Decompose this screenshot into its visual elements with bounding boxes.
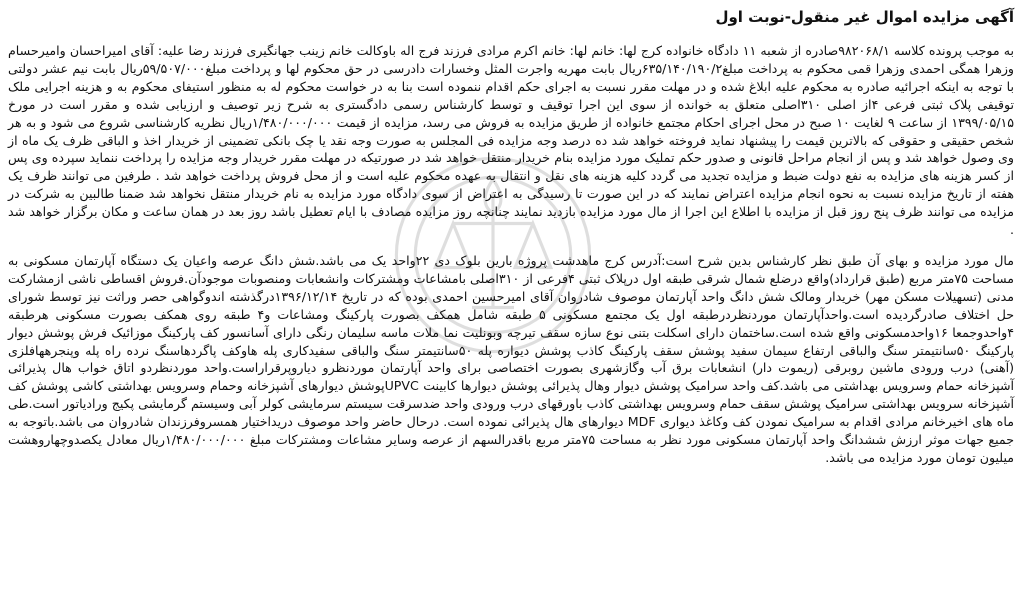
- header: [10, 8, 1014, 26]
- notice-paragraph-1: به موجب پرونده کلاسه ۹۸۲۰۶۸/۱صادره از شعبه ۱۱ دادگاه خانواده کرج لها: خانم لها: خانم اکرم مرادی فرزند فرج اله باوکالت خانم زینب جهانگیری فرزند رضا علیه: آقای امیراحسان وامیرحسام وزهرا همگی احمدی وزهرا قمی محکوم به پرداخت مبلغ۶۳۵/۱۴۰/۱۹۰/۲ریال بابت مهریه واجرت المثل وخسارات دادرسی در حق محکوم لها و پرداخت مبلغ۵۹/۵۰۷/۰۰۰ریال بابت نیم عشر دولتی با توجه به اینکه اجرائیه صادره به محکوم علیه ابلاغ شده و در مهلت مقرر نسبت به اجرای حکم اقدام ننموده است بنا به در خواست محکوم له به منظور استیفای محکوم به و هزینه اجرایی ملک توقیفی پلاک ثبتی فرعی ۴از اصلی ۳۱۰اصلی متعلق به خوانده از سوی این اجرا توقیف و توسط کارشناس رسمی دادگستری به شرح زیر توصیف و ارزیابی شده و مقرر است در مورخ ۱۳۹۹/۰۵/۱۵ از ساعت ۹ لغایت ۱۰ صبح در محل اجرای احکام مجتمع خانواده از طریق مزایده به فروش می رسد، مزایده از قیمت ۱/۴۸۰/۰۰۰/۰۰۰ریال نظریه کارشناسی شروع می شود و به هر شخص حقیقی و حقوقی که بالاترین قیمت را پیشنهاد نماید فروخته خواهد شد ده درصد وجه مزایده فی المجلس به صورت وجه نقد یا چک بانکی تضمینی از خریدار اخذ و الباقی ظرف یک ماه از وی وصول خواهد شد و پس از انجام مراحل قانونی و صدور حکم تملیک مورد مزایده بنام خریدار منتقل خواهد شد در صورتیکه در مهلت مقرر خریدار وجه مزایده را پرداخت ننماید سپرده وی پس از کسر هزینه های مزایده به نفع دولت ضبط و مزایده تجدید می گردد کلیه هزینه های نقل و انتقال به عهده محکوم علیه است و از محل فروش پرداخت خواهد شد . طرفین می توانند ظرف یک هفته از تاریخ مزایده نسبت به نحوه انجام مزایده اعتراض نمایند که در این صورت تا رسیدگی به اعتراض از سوی دادگاه مورد مزایده به نام خریدار منتقل نخواهد شد ضمنا طالبین به شرکت در مزایده می توانند ظرف پنج روز قبل از مزایده با اطلاع این اجرا از مال مورد مزایده بازدید نمایند چنانچه روز مزایده مصادف با ایام تعطیل باشد روز بعد در همان ساعت و مکان برگزار خواهد شد .: [8, 43, 1014, 238]
- notice-title: آگهی مزایده اموال غیر منقول-نوبت اول: [715, 8, 1014, 26]
- notice-body: [8, 42, 1014, 467]
- notice-paragraph-2: مال مورد مزایده و بهای آن طبق نظر کارشناس بدین شرح است:آدرس کرج ماهدشت پروژه بارین بلوک دی ۲۲واحد یک می باشد.شش دانگ عرصه واعیان یک دستگاه آپارتمان مسکونی به مساحت ۷۵متر مربع (طبق قرارداد)واقع درضلع شمال شرقی طبقه اول درپلاک ثبتی ۴فرعی از ۳۱۰اصلی بامشاعات ومشترکات وانشعابات ومنصوبات موجودآن.فروش اقساطی ناشی ازمشارکت مدنی (تسهیلات مسکن مهر) خریدار ومالک شش دانگ واحد آپارتمان موصوف شادروان آقای امیرحسین احمدی بوده که در تاریخ ۱۳۹۶/۱۲/۱۴درگذشته اندوگواهی حصر وراثت نیز توسط شورای حل اختلاف صادرگردیده است.واحدآپارتمان موردنظردرطبقه اول یک مجتمع مسکونی ۵ طبقه شامل همکف بصورت پارکینگ ومشاعات و۴ طبقه روی همکف بصورت مسکونی هرطبقه ۴واحدوجمعا ۱۶واحدمسکونی واقع شده است.ساختمان دارای اسکلت بتنی نوع سازه سقف تیرچه وبونلیت نما ملات ماسه سلیمان رنگی دارای آسانسور کف پارکینگ موزائیک فرش پوشش دیوار پارکینگ ۵۰سانتیمتر سنگ والباقی ارتفاع سیمان سفید پوشش سقف پارکینگ کاذب پوشش دیواره پله ۵۰سانتیمتر سنگ والباقی سفیدکاری پله هاوکف پاگردهاسنگ نرده راه پله وپنجرههافلزی (آهنی) درب ورودی ماشین روبرقی (ریموت دار) انشعابات برق آب وگازشهری بصورت اختصاصی برای واحد آپارتمان موردنظرو دیاروپرقراراست.واحد موردنظردو اتاق خواب هال پذیرائی آشپزخانه حمام وسرویس بهداشتی می باشد.کف واحد سرامیک پوشش دیوار وهال پذیرائی پوشش دیوارها کابینت UPVCپوشش دیوارهای آشپزخانه وحمام وسرویس بهداشتی کاشی پوشش کف آشپزخانه سرویس بهداشتی سرامیک پوشش سقف حمام وسرویس بهداشتی کاذب باورقهای درب ورودی واحد ضدسرقت سیستم سرمایشی کولر آبی وسیستم گرمایشی پکیج ورادیاتور است.طی ماه های اخیرخانم مرادی اقدام به سرامیک نمودن کف وکاغذ دیواری MDF دیوارهای هال پذیرائی نموده است. درحال حاضر واحد موصوف دریداختیار همسروفرزندان شادروان می باشد.باتوجه به جمیع جهات موثر ارزش ششدانگ واحد آپارتمان مسکونی مورد نظر به مساحت ۷۵متر مربع باقدرالسهم از عرصه وسایر مشاعات ومشترکات مبلغ ۱/۴۸۰/۰۰۰/۰۰۰ریال معادل یکصدوچهاروهشت میلیون تومان مورد مزایده می باشد.: [8, 252, 1015, 465]
